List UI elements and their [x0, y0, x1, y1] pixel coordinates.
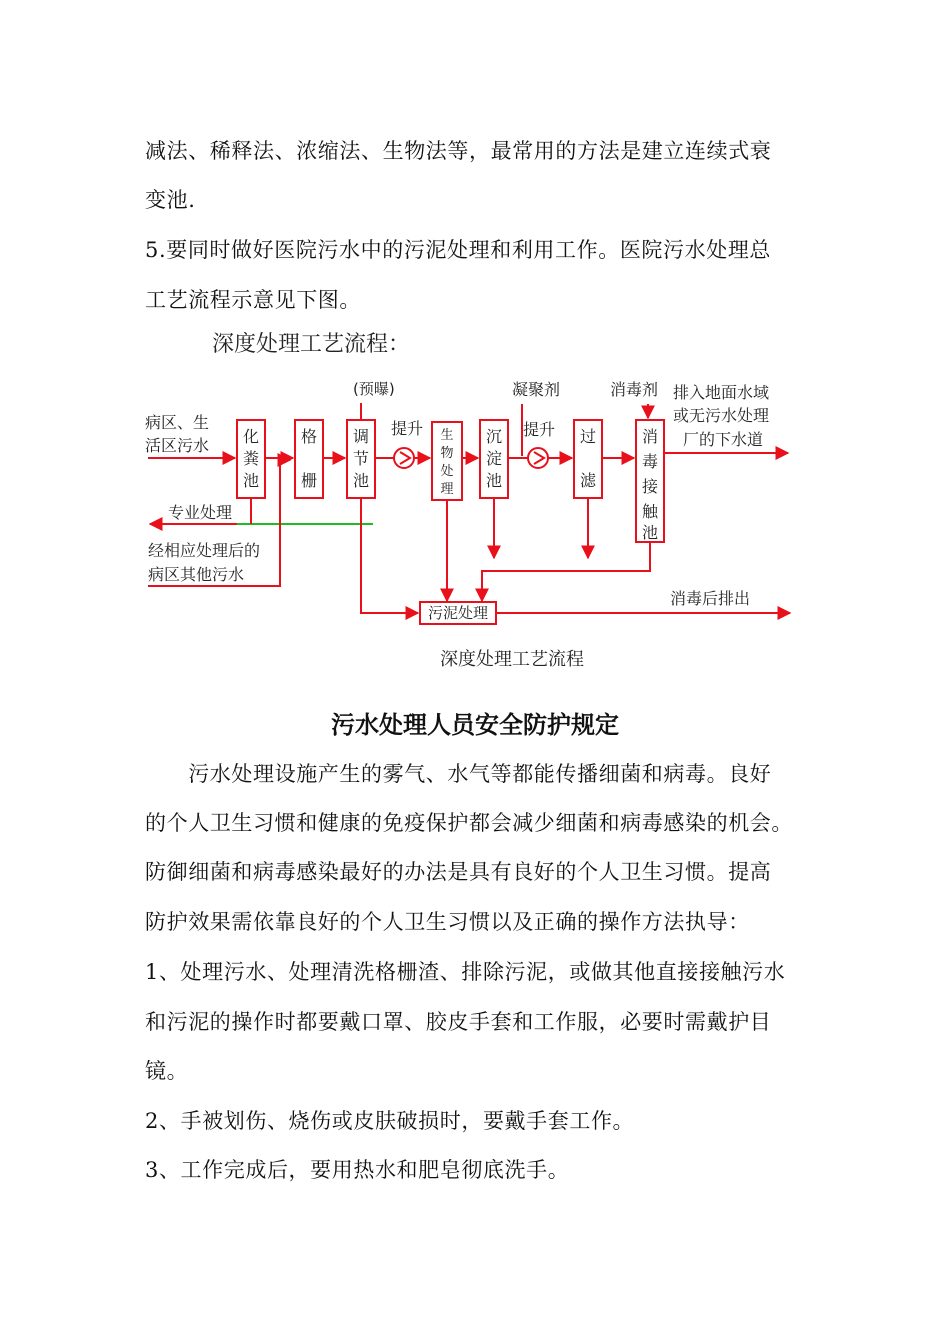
input-ward-label: 病区、生: [145, 413, 210, 432]
body-text-line: 和污泥的操作时都要戴口罩、胶皮手套和工作服，必要时需戴护目: [145, 1010, 772, 1034]
septic-tank-label: 化: [242, 427, 260, 446]
body-text-line: 减法、稀释法、浓缩法、生物法等，最常用的方法是建立连续式衰: [145, 139, 772, 163]
bio-treatment-label: 生: [440, 428, 454, 443]
body-text-line: 污水处理设施产生的雾气、水气等都能传播细菌和病毒。良好: [145, 762, 772, 786]
sedimentation-tank-label: 淀: [485, 449, 503, 468]
pump-icon: [534, 452, 544, 464]
filter-label: 滤: [579, 471, 597, 490]
body-text-line: 镜。: [145, 1059, 189, 1083]
diagram-title: 深度处理工艺流程：: [212, 332, 411, 357]
grille-label: 格: [300, 427, 318, 446]
bio-treatment-label: 物: [440, 446, 454, 461]
body-text-line: 防御细菌和病毒感染最好的办法是具有良好的个人卫生习惯。提高: [145, 860, 772, 884]
regulating-tank-label: 池: [352, 471, 370, 490]
body-text-line: 工艺流程示意见下图。: [145, 288, 361, 312]
special-treatment-label: 专业处理: [168, 503, 233, 522]
body-text-line: 2、手被划伤、烧伤或皮肤破损时，要戴手套工作。: [145, 1109, 635, 1133]
lift-label: 提升: [523, 420, 556, 439]
section-title: 污水处理人员安全防护规定: [331, 711, 619, 739]
body-text-line: 的个人卫生习惯和健康的免疫保护都会减少细菌和病毒感染的机会。: [145, 811, 793, 835]
sedimentation-tank-label: 沉: [485, 427, 503, 446]
flow-arrow: [361, 498, 418, 613]
diagram-caption: 深度处理工艺流程: [440, 649, 584, 670]
discharge-label: 厂的下水道: [683, 430, 764, 449]
pre-aeration-label: (预曝): [353, 380, 395, 398]
lift-label: 提升: [391, 419, 424, 438]
disinfection-tank-label: 消: [641, 427, 659, 446]
disinfection-tank-label: 接: [641, 477, 659, 496]
process-flow-diagram: [140, 318, 810, 678]
bio-treatment-label: 处: [440, 464, 454, 479]
body-text-line: 变池.: [145, 188, 196, 212]
body-text-line: 1、处理污水、处理清洗格栅渣、排除污泥，或做其他直接接触污水: [145, 960, 786, 984]
discharge-label: 排入地面水域: [673, 383, 770, 402]
sludge-treatment-label: 污泥处理: [427, 604, 489, 622]
disinfection-tank-label: 触: [641, 502, 659, 521]
other-water-label: 经相应处理后的: [148, 541, 261, 560]
grille-label: 栅: [300, 471, 318, 490]
discharge-label: 或无污水处理: [673, 406, 770, 425]
disinfectant-label: 消毒剂: [610, 380, 659, 399]
filter-label: 过: [579, 427, 597, 446]
other-water-label: 病区其他污水: [148, 565, 245, 584]
body-text-line: 5.要同时做好医院污水中的污泥处理和利用工作。医院污水处理总: [145, 238, 772, 262]
flow-arrow: [482, 542, 650, 601]
disinfection-tank-label: 池: [641, 523, 659, 542]
sludge-out-label: 消毒后排出: [670, 589, 751, 608]
input-ward-label: 活区污水: [145, 436, 210, 455]
pump-icon: [400, 452, 410, 464]
body-text-line: 3、工作完成后，要用热水和肥皂彻底洗手。: [145, 1158, 570, 1182]
regulating-tank-label: 调: [352, 427, 370, 446]
septic-tank-label: 池: [242, 471, 260, 490]
body-text-line: 防护效果需依靠良好的个人卫生习惯以及正确的操作方法执导：: [145, 910, 750, 934]
disinfection-tank-label: 毒: [641, 452, 659, 471]
bio-treatment-label: 理: [440, 482, 454, 497]
sedimentation-tank-label: 池: [485, 471, 503, 490]
coagulant-label: 凝聚剂: [512, 380, 561, 399]
regulating-tank-label: 节: [352, 449, 370, 468]
septic-tank-label: 粪: [242, 449, 260, 468]
